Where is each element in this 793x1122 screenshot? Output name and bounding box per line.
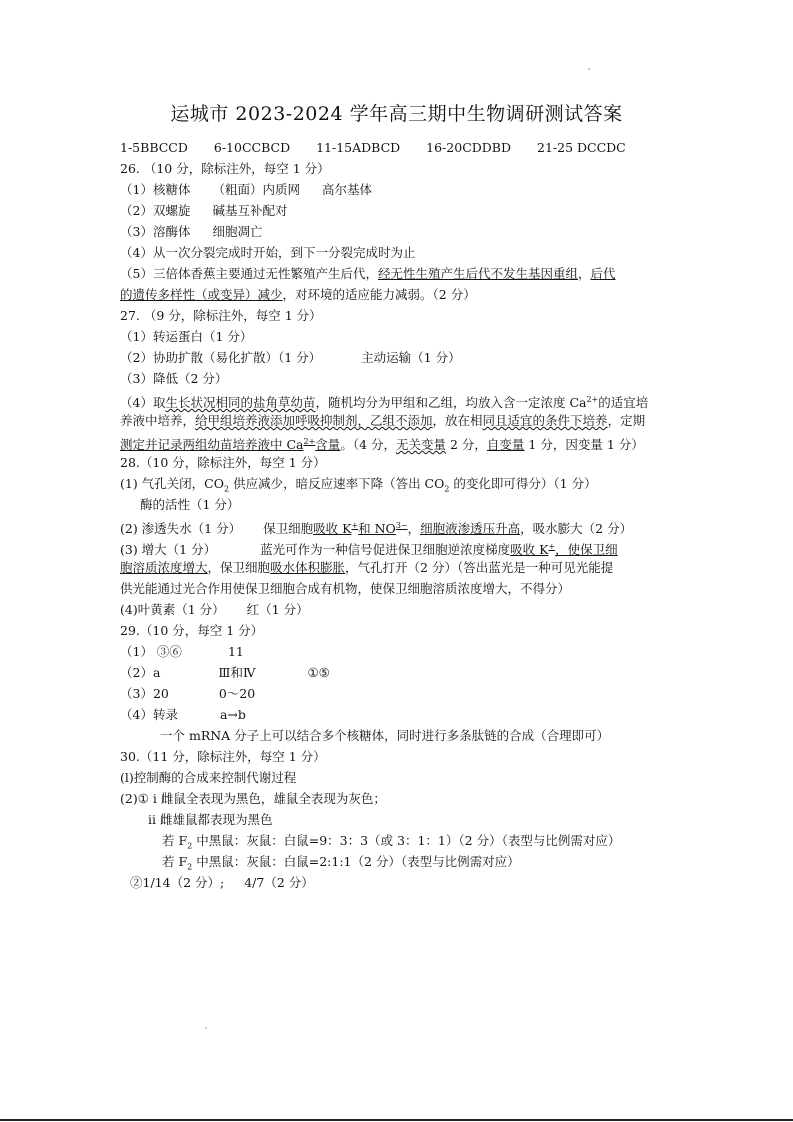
q27-answer-3: （3）降低（2 分） bbox=[120, 371, 228, 386]
q30-result-1: 若 $F_2$ 中黑鼠：灰鼠：白鼠=9：3：3（或 3：1：1）（2 分）（表型与比例需对应） bbox=[162, 833, 621, 851]
q28-answer-1: (1) 气孔关闭，$CO_2$ 供应减少，暗反应速率下降（答出 $CO_2$ 的变化即可得分）（1 分） bbox=[120, 476, 597, 494]
q26-answer-3: （3）溶酶体 细胞凋亡 bbox=[120, 224, 263, 239]
choice-key: 16-20CDDBD bbox=[426, 140, 512, 155]
q30-answer-2-i: (2)① i 雌鼠全表现为黑色，雄鼠全表现为灰色； bbox=[120, 791, 386, 806]
page-bottom-border bbox=[0, 1119, 793, 1121]
q27-answer-4-cont: 养液中培养，给甲组培养液添加呼吸抑制剂，乙组不添加，放在相同且适宜的条件下培养，定期 bbox=[120, 413, 646, 428]
q28-answer-3-cont2: 供光能通过光合作用使保卫细胞合成有机物，使保卫细胞溶质浓度增大，不得分） bbox=[120, 581, 571, 596]
q28-answer-3-cont: 胞溶质浓度增大，保卫细胞吸水体积膨胀，气孔打开（2 分）（答出蓝光是一种可见光能提 bbox=[120, 560, 614, 575]
choice-answer-keys bbox=[120, 139, 680, 157]
q27-answer-2: （2）协助扩散（易化扩散）（1 分） 主动运输（1 分） bbox=[120, 350, 461, 365]
q28-answer-3: (3) 增大（1 分） 蓝光可作为一种信号促进保卫细胞逆浓度梯度吸收 K+，使保卫细 bbox=[120, 542, 618, 558]
q26-answer-1: （1）核糖体 （粗面）内质网 高尔基体 bbox=[120, 182, 372, 197]
q29-answer-5: 一个 mRNA 分子上可以结合多个核糖体，同时进行多条肽链的合成（合理即可） bbox=[160, 728, 610, 743]
q28-header: 28.（10 分，除标注外，每空 1 分） bbox=[120, 455, 326, 470]
q29-answer-2: （2）a Ⅲ和Ⅳ ①⑤ bbox=[120, 665, 330, 680]
q27-header: 27. （9 分，除标注外，每空 1 分） bbox=[120, 308, 322, 323]
q29-answer-4: （4）转录 a→b bbox=[120, 707, 246, 722]
q29-answer-1: （1） ③⑥ 11 bbox=[120, 644, 244, 659]
choice-key: 11-15ADBCD bbox=[316, 140, 401, 155]
choice-key: 6-10CCBCD bbox=[213, 140, 291, 155]
q30-header: 30.（11 分，除标注外，每空 1 分） bbox=[120, 749, 326, 764]
q30-answer-2-ii: ii 雌雄鼠都表现为黑色 bbox=[148, 812, 273, 827]
q30-answer-2-2: ②1/14（2 分）; 4/7（2 分） bbox=[130, 875, 314, 890]
q26-header: 26. （10 分，除标注外，每空 1 分） bbox=[120, 161, 330, 176]
q29-header: 29.（10 分，每空 1 分） bbox=[120, 623, 264, 638]
scan-speck bbox=[588, 68, 590, 70]
scan-speck bbox=[205, 1027, 207, 1029]
q26-answer-5: （5）三倍体香蕉主要通过无性繁殖产生后代，经无性生殖产生后代不发生基因重组，后代 bbox=[120, 266, 616, 281]
page-title: 运城市 2023-2024 学年高三期中生物调研测试答案 bbox=[170, 103, 623, 125]
q28-answer-1-cont: 酶的活性（1 分） bbox=[140, 497, 240, 512]
q26-answer-2: （2）双螺旋 碱基互补配对 bbox=[120, 203, 288, 218]
q27-answer-4: （4）取生长状况相同的盐角草幼苗，随机均分为甲组和乙组，均放入含一定浓度 $Ca^{2+}$的适宜培 bbox=[120, 395, 649, 411]
q26-answer-5-cont: 的遗传多样性（或变异）减少，对环境的适应能力减弱。（2 分） bbox=[120, 287, 476, 302]
q29-answer-3: （3）20 0～20 bbox=[120, 686, 256, 701]
choice-key: 1-5BBCCD bbox=[120, 140, 188, 155]
q30-answer-1: (l)控制酶的合成来控制代谢过程 bbox=[120, 770, 297, 785]
q28-answer-4: (4)叶黄素（1 分） 红（1 分） bbox=[120, 602, 309, 617]
q27-answer-4-cont2: 测定并记录两组幼苗培养液中 $Ca^{2+}$含量。（4 分，无关变量 2 分，自变量 1 分，因变量 1 分） bbox=[120, 437, 644, 453]
q27-answer-1: （1）转运蛋白（1 分） bbox=[120, 329, 253, 344]
choice-key: 21-25 DCCDC bbox=[537, 140, 626, 155]
q26-answer-4: （4）从一次分裂完成时开始，到下一分裂完成时为止 bbox=[120, 245, 416, 260]
q28-answer-2: (2) 渗透失水（1 分） 保卫细胞吸收 K+和 $NO^{3-}$，细胞液渗透压升高，吸水膨大（2 分） bbox=[120, 521, 633, 537]
q30-result-2: 若 $F_2$ 中黑鼠：灰鼠：白鼠=2:1:1（2 分）（表型与比例需对应） bbox=[162, 854, 520, 872]
